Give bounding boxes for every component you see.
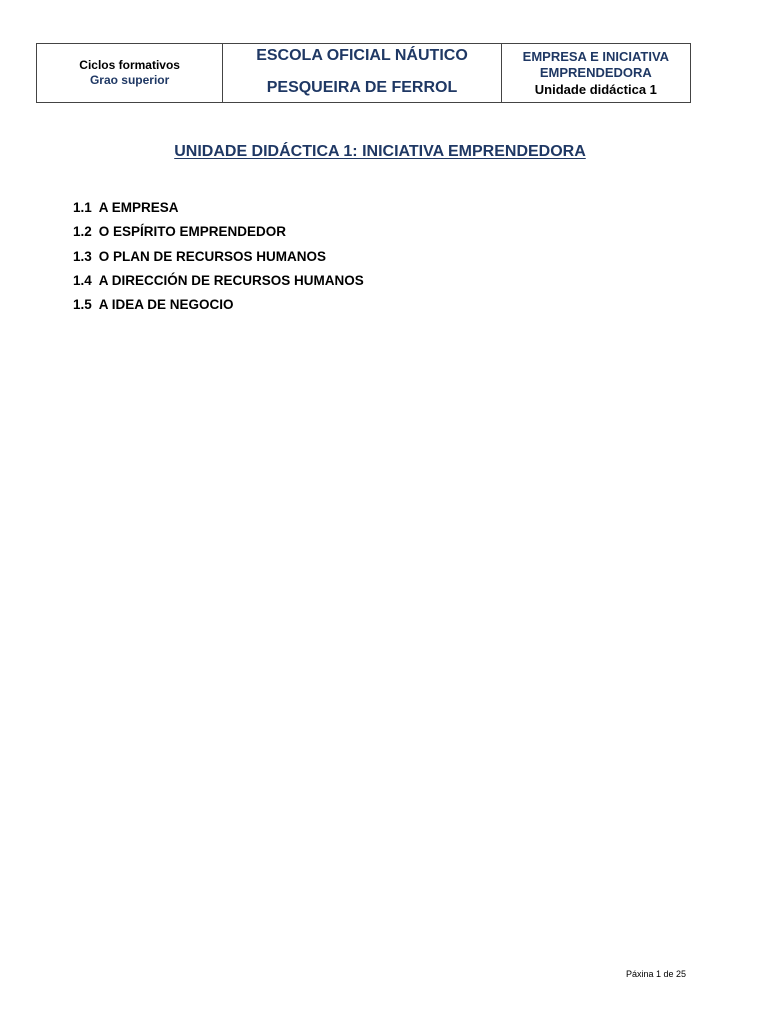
toc-item xyxy=(73,220,364,244)
toc-item-label: A DIRECCIÓN DE RECURSOS HUMANOS xyxy=(98,272,364,288)
toc-item-label: O ESPÍRITO EMPRENDEDOR xyxy=(98,224,287,240)
toc-item-number: 1.1 xyxy=(73,200,92,215)
page-header-table xyxy=(36,43,691,103)
toc-item xyxy=(73,269,364,293)
toc-item-number: 1.2 xyxy=(73,224,92,240)
toc-item-label: A IDEA DE NEGOCIO xyxy=(98,297,234,313)
toc-item-label: O PLAN DE RECURSOS HUMANOS xyxy=(98,248,327,264)
table-of-contents xyxy=(73,196,364,317)
toc-item xyxy=(73,293,364,317)
cycle-type-text: Ciclos formativos xyxy=(79,58,180,72)
school-name-line2: PESQUEIRA DE FERROL xyxy=(266,79,458,96)
toc-item-number: 1.5 xyxy=(73,297,92,313)
toc-item-number: 1.3 xyxy=(73,248,92,264)
toc-item-label: A EMPRESA xyxy=(98,200,179,215)
page-number-footer: Páxina 1 de 25 xyxy=(625,969,686,979)
document-title: UNIDADE DIDÁCTICA 1: INICIATIVA EMPRENDEDORA xyxy=(174,143,586,160)
unit-number-text: Unidade didáctica 1 xyxy=(534,81,657,97)
header-school-cell xyxy=(223,44,501,103)
toc-item-number: 1.4 xyxy=(73,272,92,288)
school-name-line1: ESCOLA OFICIAL NÁUTICO xyxy=(256,47,468,64)
header-subject-cell xyxy=(501,44,690,103)
toc-item xyxy=(73,196,364,220)
subject-name-text: EMPRESA E INICIATIVA EMPRENDEDORA xyxy=(522,48,670,80)
cycle-level-text: Grao superior xyxy=(89,73,170,87)
toc-item xyxy=(73,245,364,269)
header-cycle-cell xyxy=(37,44,223,103)
